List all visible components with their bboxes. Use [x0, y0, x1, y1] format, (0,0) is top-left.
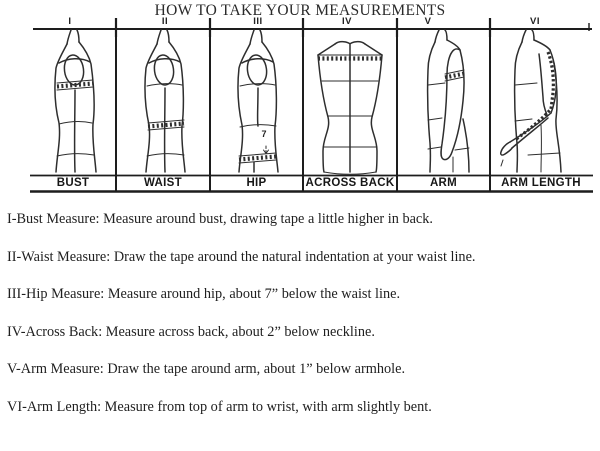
panel-label-arm: ARM — [429, 177, 458, 189]
hip-distance-annotation: 7 — [257, 129, 271, 139]
panel-numeral-arm: V — [424, 16, 432, 27]
panel-numeral-arm-length: VI — [530, 16, 540, 27]
instruction-arm: V-Arm Measure: Draw the tape around arm, about 1” below armhole. — [7, 361, 406, 377]
across-back-figure-drawing — [303, 29, 397, 175]
instruction-hip: III-Hip Measure: Measure around hip, about 7” below the waist line. — [7, 286, 401, 302]
panel-label-waist: WAIST — [144, 177, 182, 189]
panel-label-across-back: ACROSS BACK — [305, 177, 395, 189]
hip-figure-drawing — [210, 29, 303, 175]
instruction-arm-length: VI-Arm Length: Measure from top of arm to wrist, with arm slightly bent. — [7, 398, 432, 415]
panel-label-arm-length: ARM LENGTH — [501, 177, 581, 189]
panel-numeral-waist: II — [161, 16, 169, 27]
instruction-across-back: IV-Across Back: Measure across back, about 2” below neckline. — [7, 323, 375, 340]
instruction-waist: II-Waist Measure: Draw the tape around the natural indentation at your waist line. — [7, 248, 476, 265]
bust-figure-drawing — [30, 29, 116, 175]
panel-label-hip: HIP — [246, 177, 267, 189]
panel-numeral-across-back: IV — [342, 16, 352, 27]
arm-figure-drawing — [397, 29, 490, 175]
panel-label-bust: BUST — [56, 177, 90, 189]
panel-numeral-bust: I — [68, 16, 72, 27]
instruction-list — [7, 211, 595, 436]
arm-length-figure-drawing — [490, 29, 592, 175]
waist-figure-drawing — [116, 29, 210, 175]
measurement-diagram — [30, 14, 593, 194]
instruction-bust: I-Bust Measure: Measure around bust, drawing tape a little higher in back. — [7, 211, 434, 227]
page-title: HOW TO TAKE YOUR MEASUREMENTS — [154, 2, 446, 19]
panel-numeral-hip: III — [253, 16, 263, 27]
